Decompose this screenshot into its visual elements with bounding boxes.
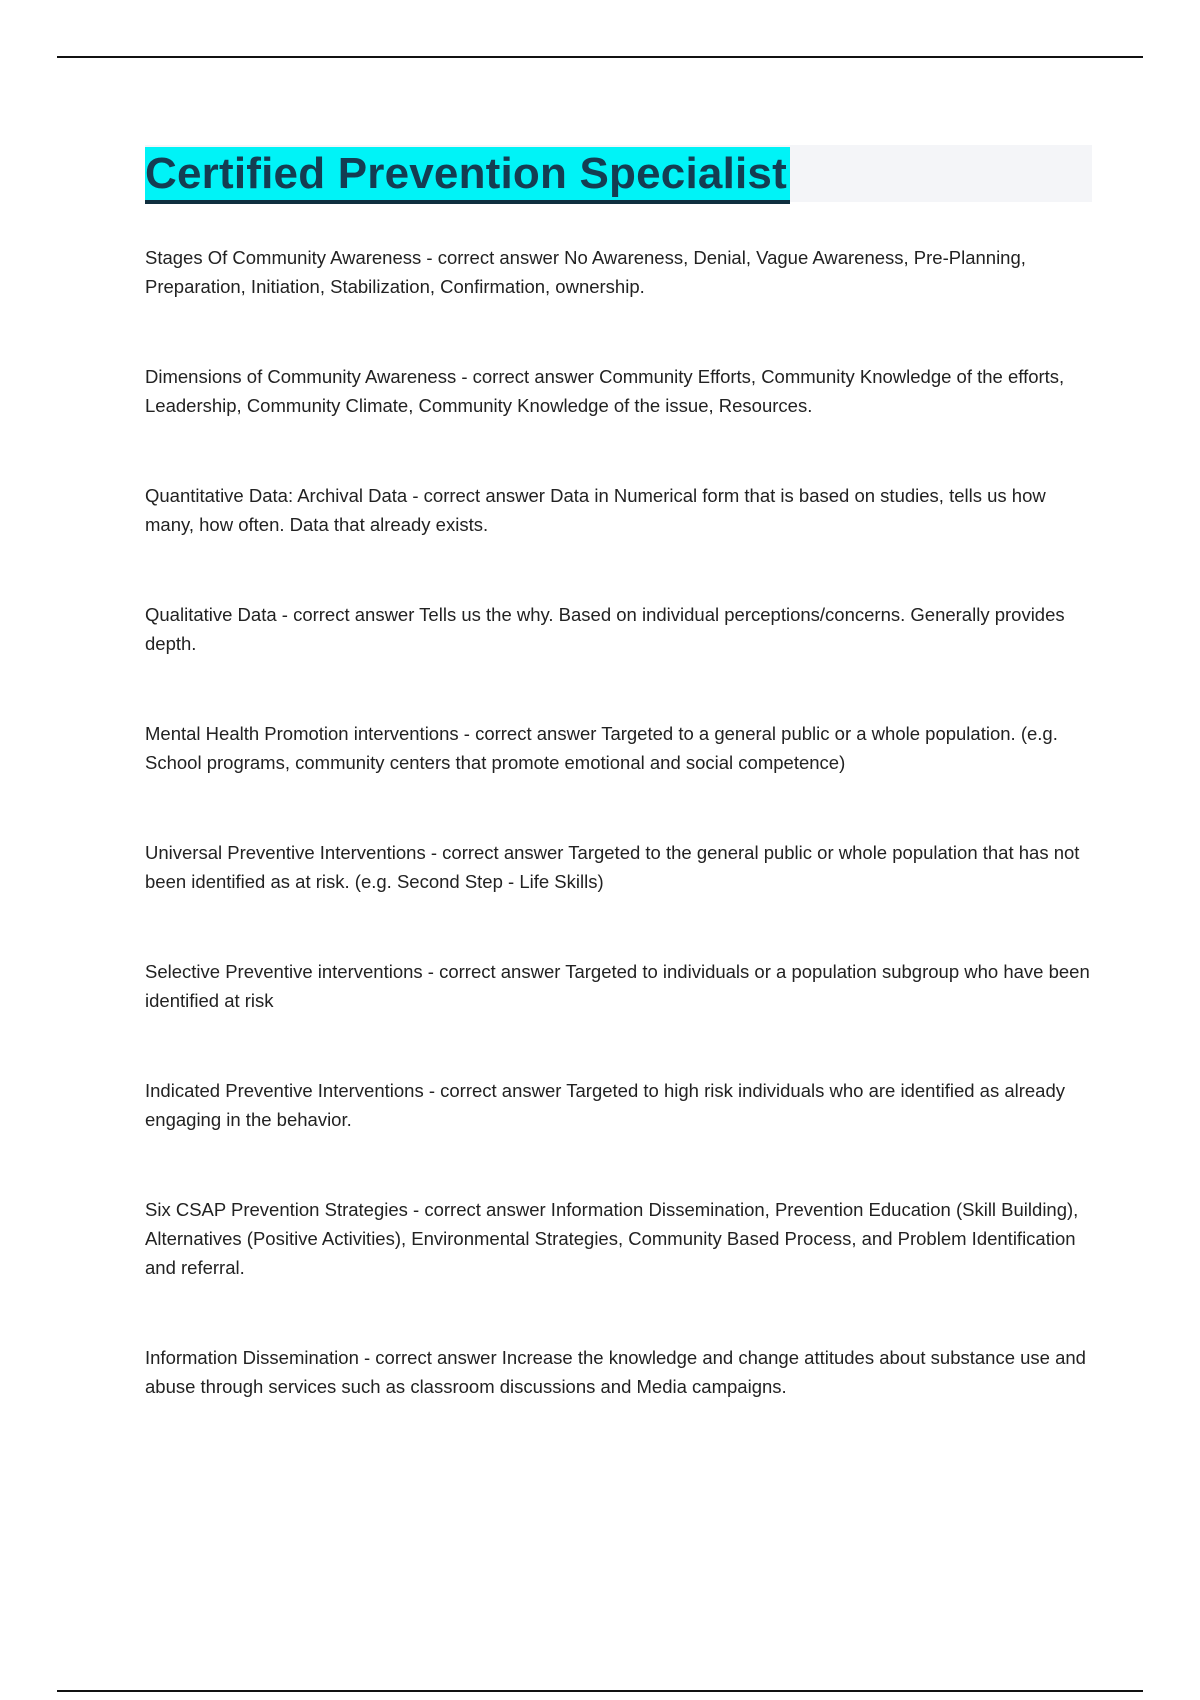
top-rule bbox=[57, 56, 1143, 58]
flashcard-entry: Selective Preventive interventions - correct answer Targeted to individuals or a population subgroup who have been identified at risk bbox=[145, 961, 1090, 1011]
bottom-rule bbox=[57, 1690, 1143, 1692]
page-title: Certified Prevention Specialist bbox=[145, 147, 790, 204]
flashcard-entry: Six CSAP Prevention Strategies - correct answer Information Dissemination, Prevention Education (Skill Building), Alternatives (Positive Activities), Environmental Strategies, Community Based Process, and Problem Identification and referral. bbox=[145, 1199, 1079, 1278]
flashcard-entry: Qualitative Data - correct answer Tells us the why. Based on individual perceptions/concerns. Generally provides depth. bbox=[145, 604, 1065, 654]
flashcard-entry: Stages Of Community Awareness - correct answer No Awareness, Denial, Vague Awareness, Pre-Planning, Preparation, Initiation, Stabilization, Confirmation, ownership. bbox=[145, 247, 1026, 297]
flashcard-entry: Dimensions of Community Awareness - correct answer Community Efforts, Community Knowledge of the efforts, Leadership, Community Climate, Community Knowledge of the issue, Resources. bbox=[145, 366, 1065, 416]
flashcard-list bbox=[145, 243, 1090, 1462]
flashcard-entry: Information Dissemination - correct answer Increase the knowledge and change attitudes about substance use and abuse through services such as classroom discussions and Media campaigns. bbox=[145, 1347, 1086, 1397]
flashcard-entry: Indicated Preventive Interventions - correct answer Targeted to high risk individuals who are identified as already engaging in the behavior. bbox=[145, 1080, 1066, 1130]
flashcard-entry: Quantitative Data: Archival Data - correct answer Data in Numerical form that is based on studies, tells us how many, how often. Data that already exists. bbox=[145, 485, 1046, 535]
flashcard-entry: Mental Health Promotion interventions - correct answer Targeted to a general public or a whole population. (e.g. School programs, community centers that promote emotional and social competence) bbox=[145, 723, 1058, 773]
flashcard-entry: Universal Preventive Interventions - correct answer Targeted to the general public or whole population that has not been identified as at risk. (e.g. Second Step - Life Skills) bbox=[145, 842, 1080, 892]
